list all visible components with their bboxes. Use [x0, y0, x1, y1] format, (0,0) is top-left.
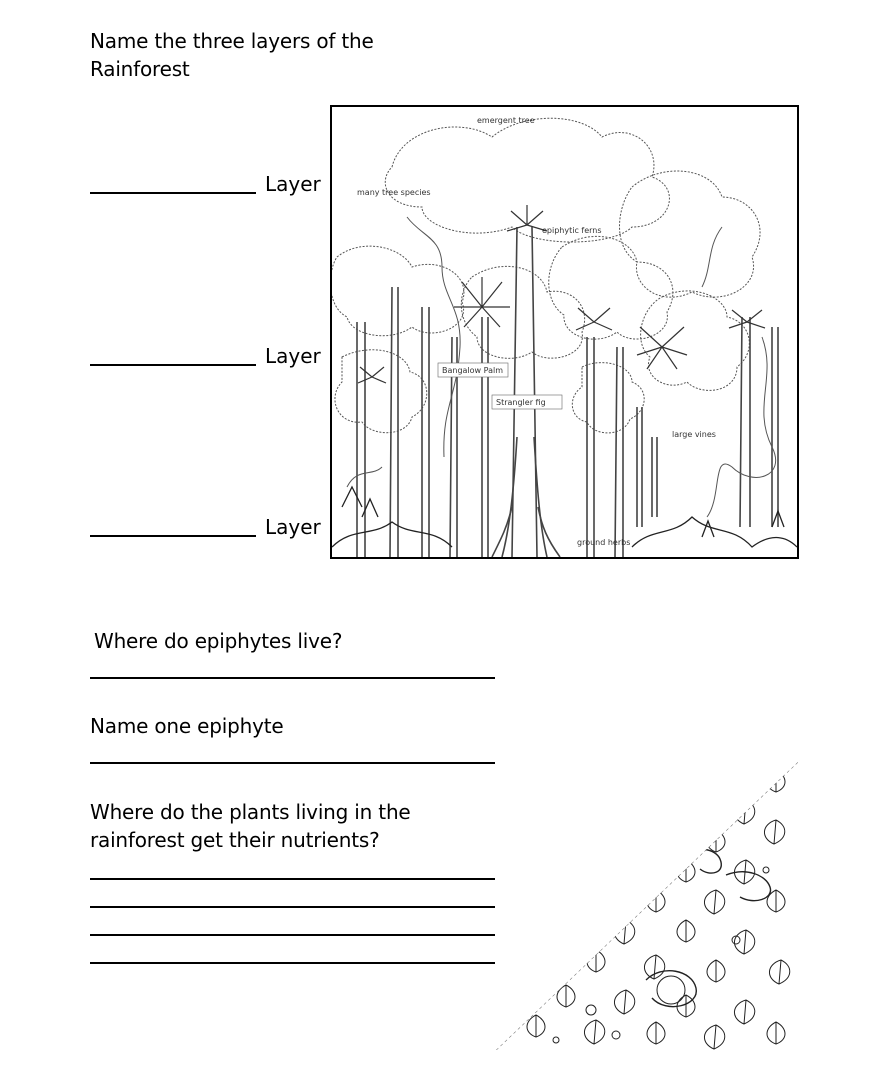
diagram-label-ground-herbs: ground herbs [577, 538, 631, 547]
question-nutrients: Where do the plants living in the rainforest get their nutrients? [90, 800, 411, 852]
worksheet-title: Name the three layers of the Rainforest [90, 29, 374, 81]
diagram-label-epiphytic-ferns: epiphytic ferns [542, 226, 602, 235]
rainforest-layers-diagram [330, 105, 799, 559]
question-epiphytes-live: Where do epiphytes live? [94, 629, 343, 653]
answer-line-q3-1[interactable] [90, 878, 495, 880]
answer-line-q1[interactable] [90, 677, 495, 679]
diagram-label-bangalow-palm: Bangalow Palm [442, 366, 504, 375]
layer-blank-3[interactable] [90, 535, 256, 537]
diagram-label-many-tree-species: many tree species [357, 188, 431, 197]
layer-answer-row-1 [90, 168, 330, 198]
answer-line-q3-2[interactable] [90, 906, 495, 908]
layer-word-2: Layer [265, 344, 321, 368]
answer-line-q3-4[interactable] [90, 962, 495, 964]
layer-blank-1[interactable] [90, 192, 256, 194]
diagram-label-large-vines: large vines [672, 430, 716, 439]
answer-line-q3-3[interactable] [90, 934, 495, 936]
layer-word-3: Layer [265, 515, 321, 539]
question-name-epiphyte: Name one epiphyte [90, 714, 284, 738]
layer-answer-row-3 [90, 511, 330, 541]
layer-blank-2[interactable] [90, 364, 256, 366]
forest-floor-illustration [496, 760, 800, 1050]
layer-answer-row-2 [90, 340, 330, 370]
diagram-label-strangler-fig: Strangler fig [496, 398, 546, 407]
layer-word-1: Layer [265, 172, 321, 196]
answer-line-q2[interactable] [90, 762, 495, 764]
diagram-label-emergent-tree: emergent tree [477, 116, 535, 125]
